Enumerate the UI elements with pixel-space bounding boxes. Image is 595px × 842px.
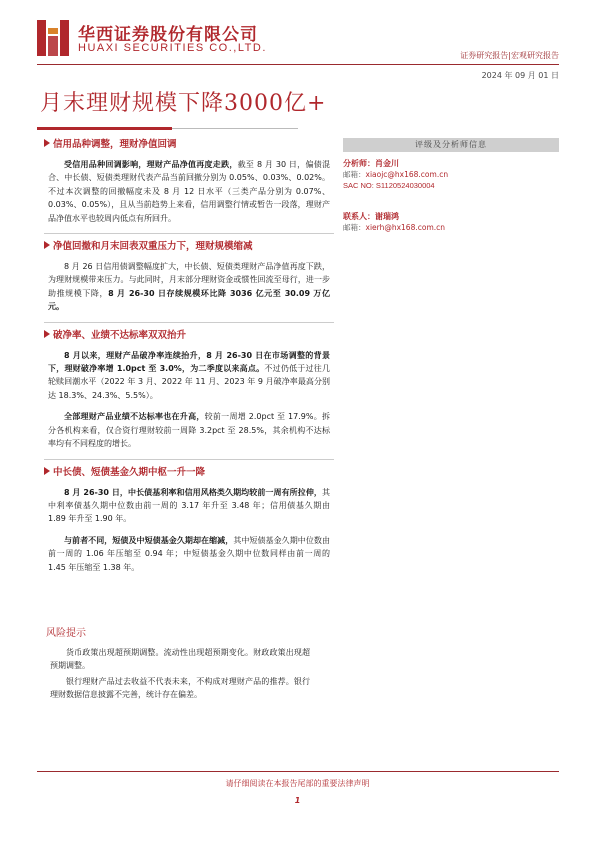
analyst-name: 分析师：肖金川	[343, 159, 399, 168]
risk-content	[50, 646, 310, 704]
analyst-email: 邮箱：xierh@hx168.com.cn	[343, 223, 446, 232]
report-type: 证券研究报告|宏观研究报告	[460, 51, 559, 60]
triangle-bullet-icon	[44, 241, 50, 249]
paragraph: 与前者不同，短债及中短债基金久期却在缩减，其中短债基金久期中位数由前一周的 1.06 年压缩至 0.94 年；中短债基金久期中位数同样由前一周的 1.45 年压缩至 1.38 年。	[48, 535, 330, 572]
section-3	[44, 329, 334, 451]
triangle-bullet-icon	[44, 330, 50, 338]
section-2	[44, 240, 334, 314]
paragraph: 全部理财产品业绩不达标率也在升高，较前一周增 2.0pct 至 17.9%。拆分各机构来看，仅合资行理财较前一周降 3.2pct 至 28.5%，其余机构不达标率均有不同程度的增长。	[48, 412, 330, 449]
analyst-email: 邮箱：xiaojc@hx168.com.cn	[343, 170, 449, 179]
analyst-name: 联系人：谢瑞鸿	[343, 212, 399, 221]
section-heading: 信用品种调整，理财净值回调	[44, 138, 334, 152]
analyst-2	[343, 211, 559, 233]
paragraph: 8 月以来，理财产品破净率连续抬升，8 月 26-30 日在市场调整的背景下，理财破净率增 1.0pct 至 3.0%，为二季度以来高点。不过仍低于过往几轮赎回潮水平（2022 年 3 月、2022 年 11 月、2023 年 9 月破净率最高分别达 18.3%、24.3%、5.5%）。	[48, 350, 331, 400]
report-title: 月末理财规模下降3000亿+	[40, 91, 327, 116]
section-divider	[44, 322, 334, 323]
email-link[interactable]: xierh@hx168.com.cn	[365, 223, 446, 232]
section-divider	[44, 233, 334, 234]
section-heading: 中长债、短债基金久期中枢一升一降	[44, 466, 334, 480]
analyst-sac-no: SAC NO: S1120524030004	[343, 181, 435, 190]
report-date: 2024 年 09 月 01 日	[481, 71, 559, 80]
company-name-en: HUAXI SECURITIES CO.,LTD.	[78, 42, 267, 54]
main-content	[44, 138, 334, 582]
analyst-1	[343, 158, 559, 191]
triangle-bullet-icon	[44, 139, 50, 147]
header-divider	[37, 64, 559, 65]
email-link[interactable]: xiaojc@hx168.com.cn	[365, 170, 449, 179]
section-heading: 净值回撤和月末回表双重压力下，理财规模缩减	[44, 240, 334, 254]
paragraph: 8 月 26-30 日，中长债基利率和信用风格类久期均较前一周有所拉伸，其中利率债基久期中位数由前一周的 3.17 年升至 3.48 年；信用债基久期由 1.89 年升至 1.90 年。	[48, 487, 330, 524]
section-divider	[44, 459, 334, 460]
paragraph: 8 月 26 日信用债调整幅度扩大，中长债、短债类理财产品净值再度下跌，为理财规模带来压力。与此同时，月末部分理财资金或惯性回流至母行，进一步助推规模下降，8 月 26-30 日存续规模环比降 3036 亿元至 30.09 万亿元。	[48, 262, 331, 312]
paragraph: 受信用品种回调影响，理财产品净值再度走跌，截至 8 月 30 日，偏债混合、中长债、短债类理财代表产品当前回撤分别为 0.05%、0.03%、0.02%。不过本次调整的回撤幅度未及 8 月 12 日水平（三类产品分别为 0.07%、0.03%、0.05%），且从当前趋势上来看，信用调整行情或暂告一段落，理财产品净值水平也较周内低点有所回升。	[48, 160, 330, 223]
legal-notice: 请仔细阅读在本报告尾部的重要法律声明	[225, 779, 370, 788]
section-4	[44, 466, 334, 574]
analyst-panel	[343, 138, 559, 233]
triangle-bullet-icon	[44, 467, 50, 475]
risk-heading: 风险提示	[46, 628, 86, 639]
paragraph: 银行理财产品过去收益不代表未来，不构成对理财产品的推荐。银行理财数据信息披露不完善，统计存在偏差。	[50, 676, 310, 700]
footer-divider	[37, 771, 559, 772]
title-underline-grey	[172, 128, 298, 129]
title-underline	[37, 127, 172, 130]
paragraph: 货币政策出现超预期调整。流动性出现超预期变化。财政政策出现超预期调整。	[50, 648, 310, 671]
section-1	[44, 138, 334, 225]
panel-heading: 评级及分析师信息	[343, 138, 559, 152]
page-number: 1	[294, 796, 301, 805]
huaxi-logo-icon	[37, 20, 69, 56]
company-name-cn: 华西证券股份有限公司	[78, 25, 258, 45]
section-heading: 破净率、业绩不达标率双双抬升	[44, 329, 334, 343]
